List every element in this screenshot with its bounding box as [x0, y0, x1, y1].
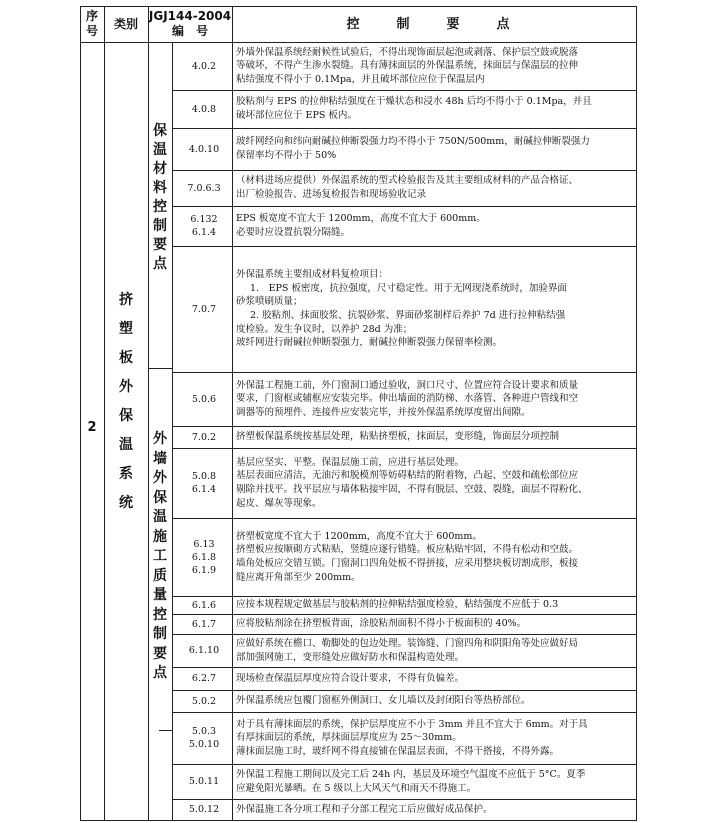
table-rule [172, 596, 637, 597]
control-point-text: 玻纤网经向和纬向耐碱拉伸断裂强力均不得小于 750N/500mm，耐碱拉伸断裂强力 [236, 136, 590, 148]
control-point-text: 外保温工程施工期间以及完工后 24h 内，基层及环境空气温度不应低于 5°C。夏季 [236, 768, 586, 780]
control-point-text: 度检验。发生争议时，以养护 28d 为准； [236, 323, 413, 335]
table-rule [172, 206, 637, 207]
clause-code: 5.0.11 [188, 776, 220, 787]
control-point-text: 破坏部位应位于 EPS 板内。 [236, 110, 357, 121]
control-point-text: 对于具有薄抹面层的系统，保护层厚度应不小于 3mm 并且不宜大于 6mm。对于具 [236, 718, 588, 730]
clause-code-cell [176, 799, 232, 820]
control-point-text: 起皮、爆灰等现象。 [236, 497, 322, 509]
control-point-text: 外保温施工各分项工程和子分部工程完工后应做好成品保护。 [236, 803, 493, 815]
clause-code: 7.0.6.3 [187, 182, 221, 194]
section-materials-char: 要 [153, 237, 167, 253]
clause-code-cell [176, 614, 232, 634]
control-point-text: 应按本规程规定做基层与胶粘剂的拉伸粘结强度检验，粘结强度不应低于 0.3 [236, 599, 559, 611]
control-point-cell [236, 206, 636, 246]
section-construction-char: 墙 [153, 450, 167, 467]
category-label [104, 286, 148, 518]
table-rule [172, 667, 637, 668]
category-char: 挤 [119, 292, 133, 308]
section-materials-char: 控 [153, 199, 167, 215]
section-materials-char: 保 [153, 123, 167, 139]
section-construction-char: 量 [153, 587, 167, 603]
section-dash-mark [159, 730, 173, 731]
control-point-cell [236, 799, 636, 820]
control-point-cell [236, 690, 636, 712]
clause-code: 6.1.4 [191, 227, 217, 238]
row-number: 2 [87, 420, 97, 435]
control-point-text: 外墙外保温系统经耐候性试验后，不得出现饰面层起泡或剥落、保护层空鼓或脱落 [236, 46, 579, 58]
clause-code: 6.1.9 [191, 564, 217, 576]
control-point-text: 薄抹面层施工时，玻纤网不得直接铺在保温层表面，不得干搭接，不得外露。 [236, 745, 560, 757]
control-point-text: 墙角处板应交错互锁。门窗洞口四角处板不得拼接，应采用整块板切割成形，板接 [236, 558, 579, 569]
category-char: 保 [119, 408, 133, 424]
clause-code-cell [176, 426, 232, 448]
clause-code: 7.0.2 [191, 431, 217, 443]
table-rule [148, 368, 173, 369]
section-construction-char: 温 [153, 509, 167, 525]
section-label-construction-quality [148, 430, 172, 684]
section-construction-char: 要 [153, 645, 167, 662]
control-point-text: 出厂检验报告、进场复检报告和现场验收记录 [236, 189, 427, 200]
section-construction-char: 制 [153, 626, 167, 642]
control-point-text: （材料进场应提供）外保温系统的型式检验报告及其主要组成材料的产品合格证、 [236, 175, 579, 187]
category-char: 系 [119, 466, 133, 482]
section-materials-char: 制 [153, 218, 167, 234]
table-rule [172, 128, 637, 129]
clause-code-cell [176, 372, 232, 426]
section-materials-char: 料 [153, 180, 167, 196]
clause-code: 4.0.8 [191, 103, 217, 115]
control-point-text: 剔除并找平。找平层应与墙体粘接牢固，不得有脱层、空鼓、裂缝，面层不得粉化、 [236, 484, 588, 495]
control-point-text: 缝应离开角部至少 200mm。 [236, 571, 361, 583]
control-point-cell [236, 667, 636, 690]
clause-code: 4.0.2 [191, 60, 217, 72]
clause-code: 7.0.7 [191, 303, 217, 315]
clause-code-cell [176, 90, 232, 128]
control-point-cell [236, 246, 636, 372]
control-point-text: 保留率均不得小于 50% [236, 150, 337, 161]
clause-code-cell [176, 206, 232, 246]
clause-code-cell [176, 246, 232, 372]
table-rule [172, 518, 637, 519]
control-point-cell [236, 128, 636, 170]
clause-code-cell [176, 634, 232, 667]
table-rule [80, 42, 637, 43]
table-rule [172, 448, 637, 449]
section-materials-char: 点 [153, 256, 167, 272]
clause-code: 6.1.7 [191, 618, 217, 630]
table-rule [232, 6, 233, 821]
table-rule [172, 426, 637, 427]
table-rule [172, 614, 637, 615]
clause-code-cell [176, 170, 232, 206]
clause-code: 5.0.3 [191, 726, 217, 737]
clause-code-cell [176, 448, 232, 518]
table-rule [172, 246, 637, 247]
table-rule [172, 372, 637, 373]
control-point-text: EPS 板宽度不宜大于 1200mm，高度不宜大于 600mm。 [236, 213, 486, 225]
clause-code: 4.0.10 [188, 143, 220, 155]
clause-code-cell [176, 667, 232, 690]
table-rule [80, 820, 637, 821]
clause-code: 5.0.10 [188, 739, 220, 750]
control-point-text: 有厚抹面层的系统，厚抹面层厚度应为 25～30mm。 [236, 732, 462, 744]
control-point-text: 基层表面应清洁，无油污和脱模剂等妨碍粘结的附着物，凸起、空鼓和疏松部位应 [236, 470, 579, 482]
clause-code: 5.0.12 [188, 804, 220, 815]
header-standard-line1: JGJ144-2004 [148, 9, 232, 23]
section-construction-char: 外 [153, 431, 167, 447]
clause-code: 6.1.4 [191, 484, 217, 495]
category-char: 外 [119, 379, 133, 395]
table-rule [172, 42, 173, 821]
table-rule [80, 6, 81, 821]
control-point-text: 挤塑板保温系统按基层处理，粘贴挤塑板，抹面层，变形缝，饰面层分项控制 [236, 431, 560, 443]
control-point-text: 应做好系统在檐口、勒脚处的包边处理。装饰缝、门窗四角和阴阳角等处应做好局 [236, 637, 579, 649]
category-char: 温 [119, 437, 133, 453]
table-rule [104, 6, 105, 821]
table-rule [172, 170, 637, 171]
control-point-text: 玻纤网进行耐碱拉伸断裂强力，耐碱拉伸断裂强力保留率检测。 [236, 337, 503, 349]
clause-code: 5.0.6 [191, 393, 217, 405]
clause-code-cell [176, 596, 232, 614]
control-point-cell [236, 614, 636, 634]
control-point-cell [236, 372, 636, 426]
section-construction-char: 点 [153, 665, 167, 681]
control-point-text: 2. 胶粘剂、抹面胶浆、抗裂砂浆、界面砂浆制样后养护 7d 进行拉伸粘结强 [250, 310, 566, 321]
control-point-text: 等破坏，不得产生渗水裂缝。具有薄抹面层的外保温系统，抹面层与保温层的拉伸 [236, 60, 579, 72]
category-char: 板 [119, 350, 133, 366]
header-serial-no [80, 6, 104, 42]
table-rule [80, 6, 637, 7]
clause-code-cell [176, 764, 232, 799]
table-rule [172, 764, 637, 765]
clause-code-cell [176, 128, 232, 170]
clause-code-cell [176, 690, 232, 712]
control-point-cell [236, 448, 636, 518]
clause-code-cell [176, 42, 232, 90]
clause-code: 6.1.8 [191, 551, 217, 563]
control-point-text: 外保温工程施工前，外门窗洞口通过验收，洞口尺寸、位置应符合设计要求和质量 [236, 379, 579, 391]
header-standard-line2: 编 号 [171, 24, 208, 38]
header-serial-no-line2: 号 [85, 24, 98, 38]
control-point-text: 砂浆喷刷质量； [236, 296, 303, 308]
control-point-text: 挤塑板宽度不宜大于 1200mm，高度不宜大于 600mm。 [236, 530, 482, 542]
control-point-cell [236, 170, 636, 206]
table-rule [172, 799, 637, 800]
table-rule [172, 634, 637, 635]
control-point-cell [236, 426, 636, 448]
section-construction-char: 工 [153, 548, 167, 564]
control-point-cell [236, 42, 636, 90]
section-construction-char: 控 [153, 606, 167, 623]
header-category: 类别 [113, 16, 138, 31]
control-point-cell [236, 90, 636, 128]
category-char: 塑 [119, 321, 133, 337]
table-rule [636, 6, 637, 821]
section-materials-char: 温 [153, 142, 167, 158]
section-label-materials [148, 122, 172, 274]
section-construction-char: 质 [153, 567, 167, 584]
section-materials-char: 材 [153, 161, 167, 177]
control-point-text: 调器等的预埋件、连接件应安装完毕，并按外保温系统厚度留出间隙。 [236, 406, 531, 418]
control-point-cell [236, 764, 636, 799]
control-point-text: 外保温系统主要组成材料复检项目： [236, 269, 389, 281]
clause-code-cell [176, 518, 232, 596]
control-point-text: 应避免阳光暴晒。在 5 级以上大风天气和雨天不得施工。 [236, 782, 477, 794]
table-rule [172, 690, 637, 691]
control-point-text: 基层应坚实、平整。保温层施工前，应进行基层处理。 [236, 456, 465, 468]
control-point-text: 1. EPS 板密度，抗拉强度，尺寸稳定性。用于无网现浇系统时，加验界面 [250, 282, 567, 294]
control-point-text: 粘结强度不得小于 0.1Mpa，并且破坏部位应位于保温层内 [236, 73, 485, 85]
section-construction-char: 保 [153, 489, 167, 506]
clause-code: 6.1.6 [191, 599, 217, 611]
clause-code: 5.0.8 [191, 471, 217, 482]
control-point-text: 必要时应设置抗裂分隔缝。 [236, 227, 351, 238]
control-point-text: 挤塑板应按顺砌方式粘贴，竖缝应逐行错缝。板应粘贴牢固，不得有松动和空鼓。 [236, 544, 579, 556]
clause-code: 6.1.10 [188, 645, 220, 656]
header-control-points: 控 制 要 点 [346, 16, 522, 32]
category-char: 统 [119, 495, 133, 511]
control-point-text: 现场检查保温层厚度应符合设计要求，不得有负偏差。 [236, 672, 465, 684]
control-point-text: 胶粘剂与 EPS 的拉伸粘结强度在干燥状态和浸水 48h 后均不得小于 0.1Mpa，并且 [236, 96, 592, 108]
control-point-cell [236, 634, 636, 667]
table-rule [148, 6, 149, 821]
control-point-cell [236, 712, 636, 764]
control-point-text: 要求，门窗框或辅框应安装完毕。伸出墙面的消防梯、水落管、各种进户管线和空 [236, 393, 579, 405]
table-rule [172, 90, 637, 91]
clause-code: 5.0.2 [191, 695, 217, 707]
control-point-cell [236, 596, 636, 614]
clause-code: 6.132 [190, 214, 218, 225]
header-serial-no-line1: 序 [85, 9, 98, 23]
control-point-text: 外保温系统应包覆门窗框外侧洞口、女儿墙以及封闭阳台等热桥部位。 [236, 695, 531, 707]
clause-code-cell [176, 712, 232, 764]
clause-code: 6.13 [193, 538, 215, 550]
control-point-text: 应将胶粘剂涂在挤塑板背面，涂胶粘剂面积不得小于板面积的 40%。 [236, 618, 527, 630]
control-point-text: 部加强网施工，变形缝处应做好防水和保温构造处理。 [236, 651, 465, 663]
control-point-cell [236, 518, 636, 596]
section-construction-char: 施 [153, 528, 167, 545]
header-standard-code [148, 6, 232, 42]
clause-code: 6.2.7 [191, 673, 217, 684]
table-rule [172, 712, 637, 713]
section-construction-char: 外 [153, 470, 167, 486]
